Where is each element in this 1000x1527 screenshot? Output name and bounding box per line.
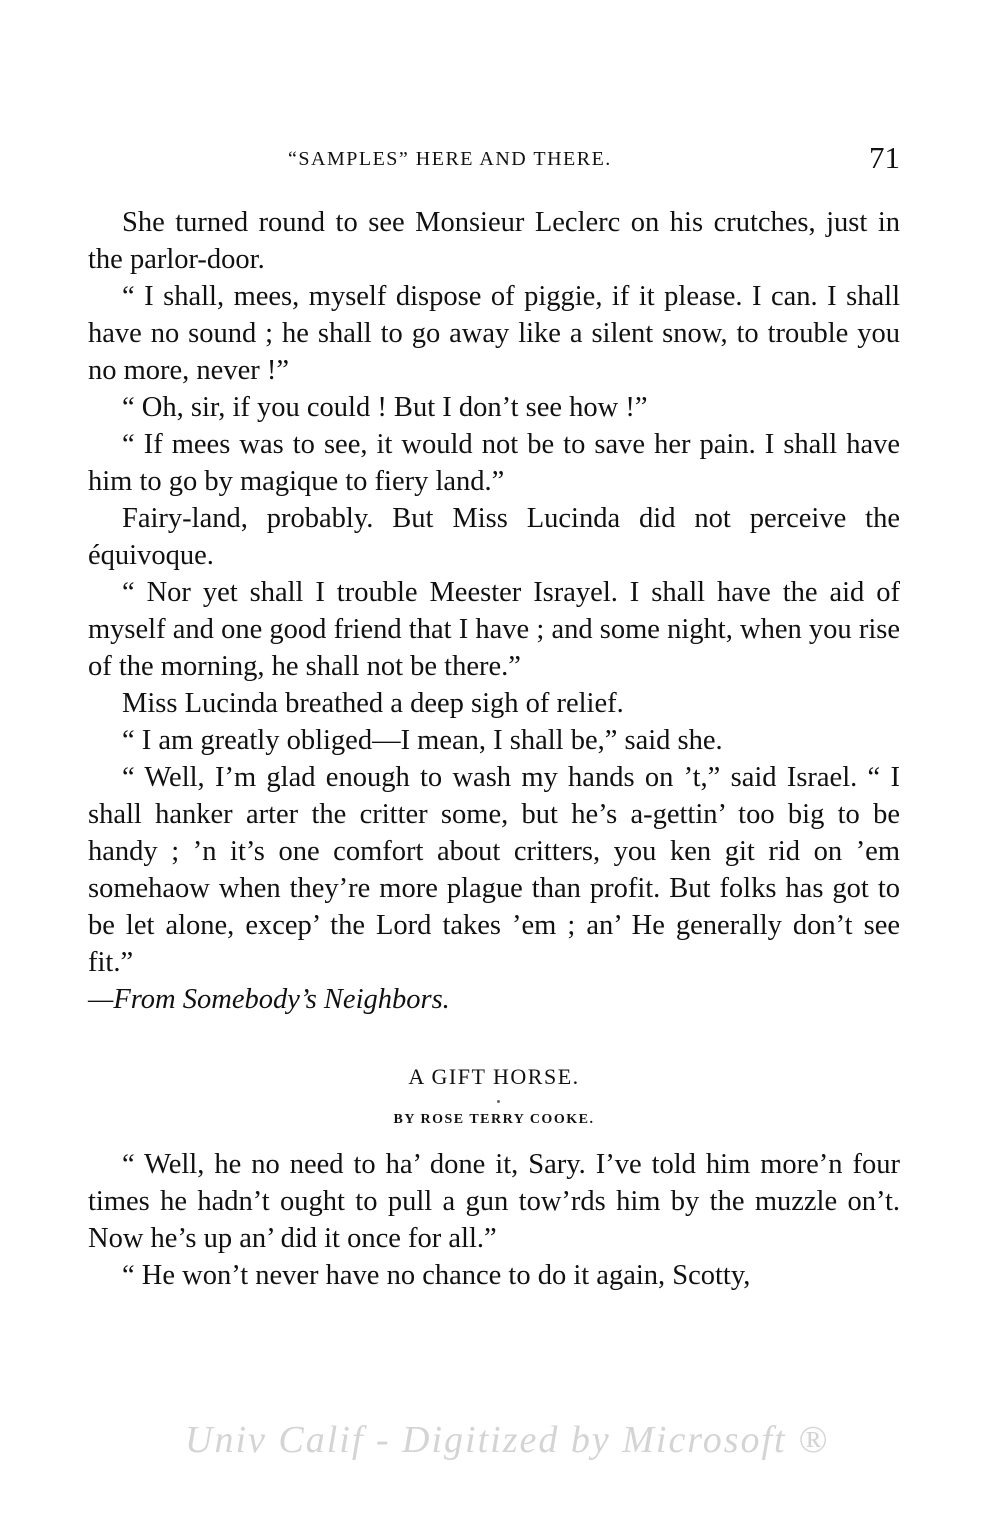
digitization-watermark: Univ Calif - Digitized by Microsoft ®: [185, 1419, 829, 1461]
paragraph: She turned round to see Monsieur Leclerc on his crutches, just in the parlor-door.: [88, 207, 900, 275]
paragraph: “ I am greatly obliged—I mean, I shall be,” said she.: [122, 725, 723, 756]
page-number: 71: [869, 140, 900, 175]
paragraph: “ Oh, sir, if you could ! But I don’t see how !”: [122, 392, 648, 423]
paragraph: Fairy-land, probably. But Miss Lucinda did not perceive the équivoque.: [88, 503, 900, 571]
paragraph: Miss Lucinda breathed a deep sigh of relief.: [122, 688, 624, 719]
running-title: “SAMPLES” HERE AND THERE.: [288, 148, 612, 170]
paragraph: “ Nor yet shall I trouble Meester Israyel. I shall have the aid of myself and one good friend that I have ; and some night, when you rise of the morning, he shall not be there.”: [88, 577, 900, 682]
paragraph: “ Well, he no need to ha’ done it, Sary. I’ve told him more’n four times he hadn’t ought to pull a gun tow’rds him by the muzzle on’t. Now he’s up an’ did it once for all.”: [88, 1149, 900, 1254]
paragraph: “ I shall, mees, myself dispose of piggie, if it please. I can. I shall have no sound ; he shall to go away like a silent snow, to trouble you no more, never !”: [88, 281, 900, 386]
section-title: A GIFT HORSE.: [408, 1064, 580, 1089]
paragraph: “ If mees was to see, it would not be to save her pain. I shall have him to go by magique to fiery land.”: [88, 429, 900, 497]
section-byline: BY ROSE TERRY COOKE.: [393, 1112, 595, 1127]
running-head: [88, 140, 900, 190]
print-speck: [497, 1100, 500, 1103]
paragraph: “ Well, I’m glad enough to wash my hands on ’t,” said Israel. “ I shall hanker arter the critter some, but he’s a-gettin’ too big to be handy ; ’n it’s one comfort about critters, you ken git rid on ’em somehaow when they’re more plague than profit. But folks has got to be let alone, excep’ the Lord takes ’em ; an’ He generally don’t see fit.”: [88, 762, 900, 978]
paragraph: “ He won’t never have no chance to do it again, Scotty,: [122, 1260, 751, 1291]
book-page: [88, 140, 900, 1294]
source-attribution: —From Somebody’s Neighbors.: [88, 984, 450, 1015]
